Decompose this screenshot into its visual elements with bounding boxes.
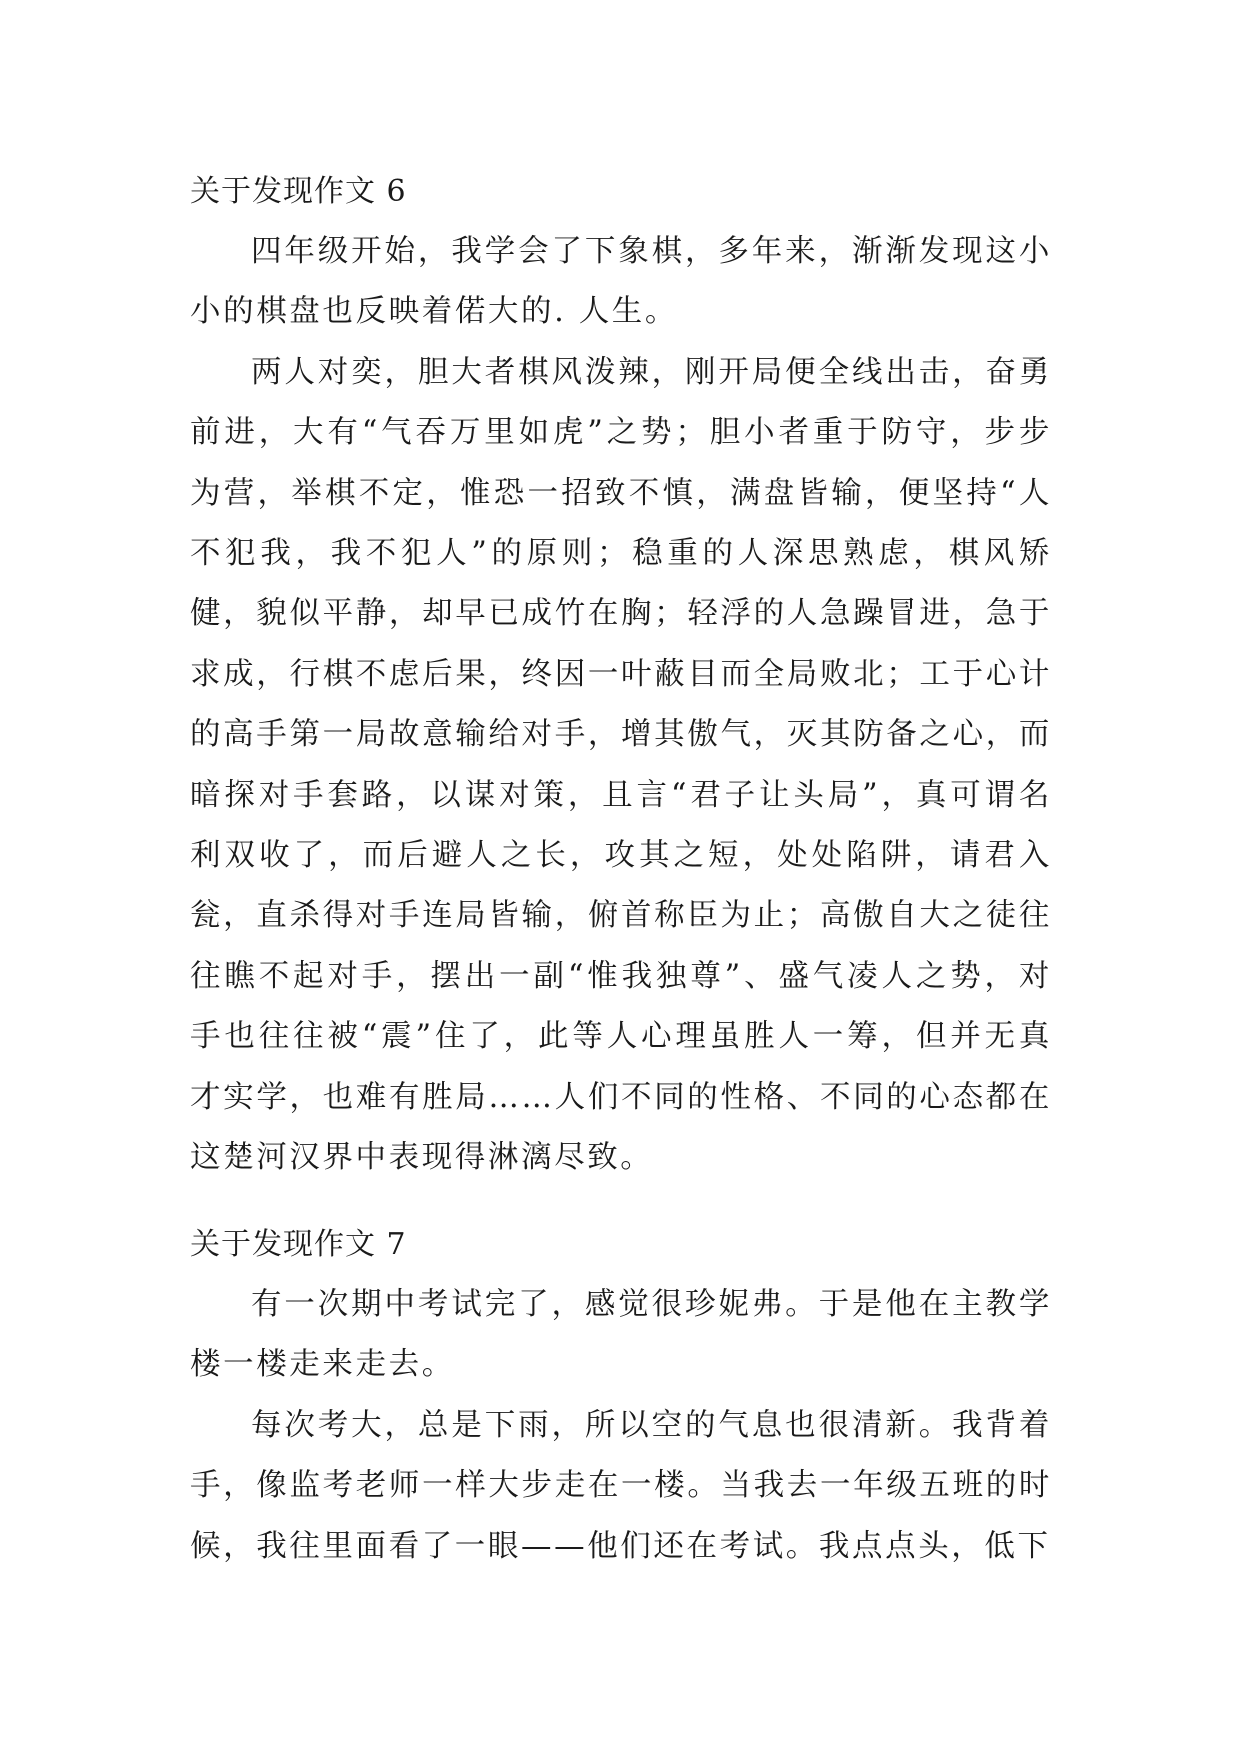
section-heading: 关于发现作文 7: [190, 1227, 407, 1262]
section-heading: 关于发现作文 6: [190, 174, 407, 209]
essay-section-6: [190, 162, 1052, 1189]
paragraph: 两人对奕，胆大者棋风泼辣，刚开局便全线出击，奋勇前进，大有“气吞万里如虎”之势；胆小者重于防守，步步为营，举棋不定，惟恐一招致不慎，满盘皆输，便坚持“人不犯我，我不犯人”的原则；稳重的人深思熟虑，棋风矫健，貌似平静，却早已成竹在胸；轻浮的人急躁冒进，急于求成，行棋不虑后果，终因一叶蔽目而全局败北；工于心计的高手第一局故意输给对手，增其傲气，灭其防备之心，而暗探对手套路，以谋对策，且言“君子让头局”，真可谓名利双收了，而后避人之长，攻其之短，处处陷阱，请君入瓮，直杀得对手连局皆输，俯首称臣为止；高傲自大之徒往往瞧不起对手，摆出一副“惟我独尊”、盛气凌人之势，对手也往往被“震”住了，此等人心理虽胜人一筹，但并无真才实学，也难有胜局……人们不同的性格、不同的心态都在这楚河汉界中表现得淋漓尽致。: [190, 354, 1052, 1176]
paragraph: 有一次期中考试完了，感觉很珍妮弗。于是他在主教学楼一楼走来走去。: [190, 1287, 1052, 1383]
paragraph: 每次考大，总是下雨，所以空的气息也很清新。我背着手，像监考老师一样大步走在一楼。当我去一年级五班的时候，我往里面看了一眼——他们还在考试。我点点头，低下: [190, 1407, 1052, 1564]
paragraph: 四年级开始，我学会了下象棋，多年来，渐渐发现这小小的棋盘也反映着偌大的. 人生。: [190, 234, 1052, 330]
essay-section-7: [190, 1215, 1052, 1577]
